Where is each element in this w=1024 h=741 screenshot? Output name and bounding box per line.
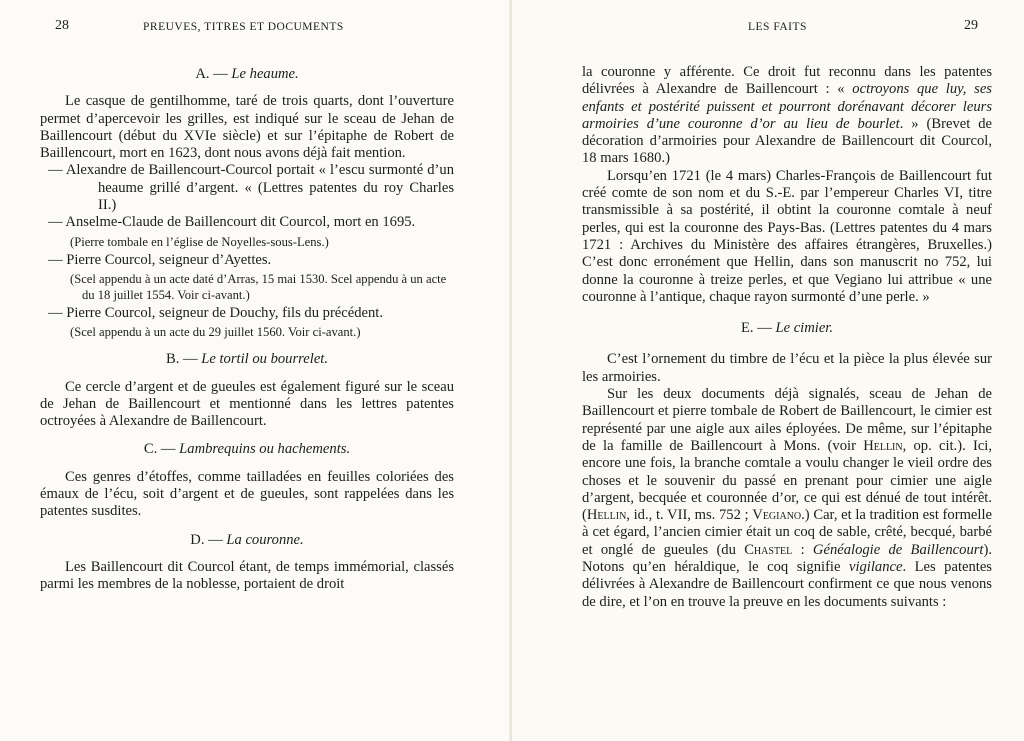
- source-note: (Pierre tombale en l’église de Noyelles-sous-Lens.): [70, 234, 329, 249]
- paragraph: Sur les deux documents déjà signalés, sceau de Jehan de Baillencourt et pierre tombale de Robert de Baillencourt, le cimier est représenté par une aigle aux ailes éployées. De même, sur l’épitaphe de la famille de Baillencourt à Mons. (voir Hellin, op. cit.). Ici, encore une fois, la branche comtale a voulu changer le vieil ordre des choses et le souvenir du passé en prenant pour cimier une aigle d’argent, becquée et couronnée d’or, ce qui est dénué de tout intérêt. (Hellin, id., t. VII, ms. 752 ; Vegiano.) Car, et la tradition est formelle à cet égard, l’ancien cimier était un coq de sable, crêté, becqué, barbé et onglé de gueules (du Chastel : Généalogie de Baillencourt). Notons qu’en héraldique, le coq signifie vigilance. Les patentes délivrées à Alexandre de Baillencourt confirment ce que nous venons de dire, et l’on en trouve la preuve en les documents suivants :: [582, 386, 993, 610]
- paragraph: Le casque de gentilhomme, taré de trois quarts, dont l’ouverture permet d’apercevoir les grilles, est indiqué sur le sceau de Jehan de Baillencourt (début du XVIe siècle) et sur l’épitaphe de Robert de Baillencourt, mort en 1623, dont nous avons déjà fait mention.: [40, 93, 454, 162]
- paragraph: Les Baillencourt dit Courcol étant, de temps immémorial, classés parmi les membres de la noblesse, portaient de droit: [40, 558, 454, 593]
- list-item: — Alexandre de Baillencourt-Courcol portait « l’escu surmonté d’un heaume grillé d’argent. « (Lettres patentes du roy Charles II.): [48, 162, 454, 214]
- section-heading-c: C. — Lambrequins ou hachements.: [143, 441, 351, 458]
- paragraph: Ces genres d’étoffes, comme tailladées en feuilles coloriées des émaux de l’écu, soit d’argent et de gueules, sont rappelées dans les patentes susdites.: [40, 468, 454, 520]
- source-note: (Scel appendu à un acte daté d’Arras, 15 mai 1530. Scel appendu à un acte du 18 juillet 1554. Voir ci-avant.): [70, 271, 447, 302]
- list-item: — Pierre Courcol, seigneur de Douchy, fils du précédent.: [48, 304, 384, 321]
- source-note: (Scel appendu à un acte du 29 juillet 1560. Voir ci-avant.): [70, 325, 361, 340]
- paragraph: C’est l’ornement du timbre de l’écu et la pièce la plus élevée sur les armoiries.: [582, 351, 992, 385]
- section-heading-d: D. — La couronne.: [190, 531, 304, 548]
- paragraph: la couronne y afférente. Ce droit fut reconnu dans les patentes délivrées à Alexandre de Baillencourt : « octroyons que luy, ses enfants et postérité puissent et pourront dorénavant décorer leurs armoiries d’une couronne d’or au lieu de bourlet. » (Brevet de décoration d’armoiries pour Alexandre de Baillencourt dit Courcol, 18 mars 1680.): [582, 64, 992, 167]
- list-item: — Anselme-Claude de Baillencourt dit Courcol, mort en 1695.: [48, 214, 416, 231]
- list-item: — Pierre Courcol, seigneur d’Ayettes.: [48, 251, 272, 268]
- running-head: LES FAITS: [748, 21, 807, 33]
- right-page: [512, 0, 1024, 741]
- page-number: 29: [964, 18, 978, 33]
- section-heading-b: B. — Le tortil ou bourrelet.: [165, 351, 329, 368]
- page-number: 28: [55, 18, 69, 33]
- right-text-column: [582, 64, 992, 611]
- section-heading-e: E. — Le cimier.: [740, 320, 834, 337]
- section-heading-a: A. — Le heaume.: [195, 66, 299, 82]
- paragraph: Ce cercle d’argent et de gueules est également figuré sur le sceau de Jehan de Baillencourt et mentionné dans les lettres patentes octroyées à Alexandre de Baillencourt.: [40, 378, 454, 430]
- left-text-column: [40, 64, 454, 594]
- paragraph: Lorsqu’en 1721 (le 4 mars) Charles-François de Baillencourt fut créé comte de son nom et du S.-E. par l’empereur Charles VI, titre transmissible à sa postérité, il obtint la couronne comtale à neuf perles, qui est la couronne des Pays-Bas. (Lettres patentes du 4 mars 1721 : Archives du Ministère des affaires étrangères, Bruxelles.) C’est donc erronément que Hellin, dans son manuscrit no 752, lui donne la couronne à treize perles, et que Vegiano lui attribue « une couronne à l’antique, chaque rayon surmonté d’une perle. »: [582, 167, 992, 305]
- running-head: PREUVES, TITRES ET DOCUMENTS: [143, 21, 344, 33]
